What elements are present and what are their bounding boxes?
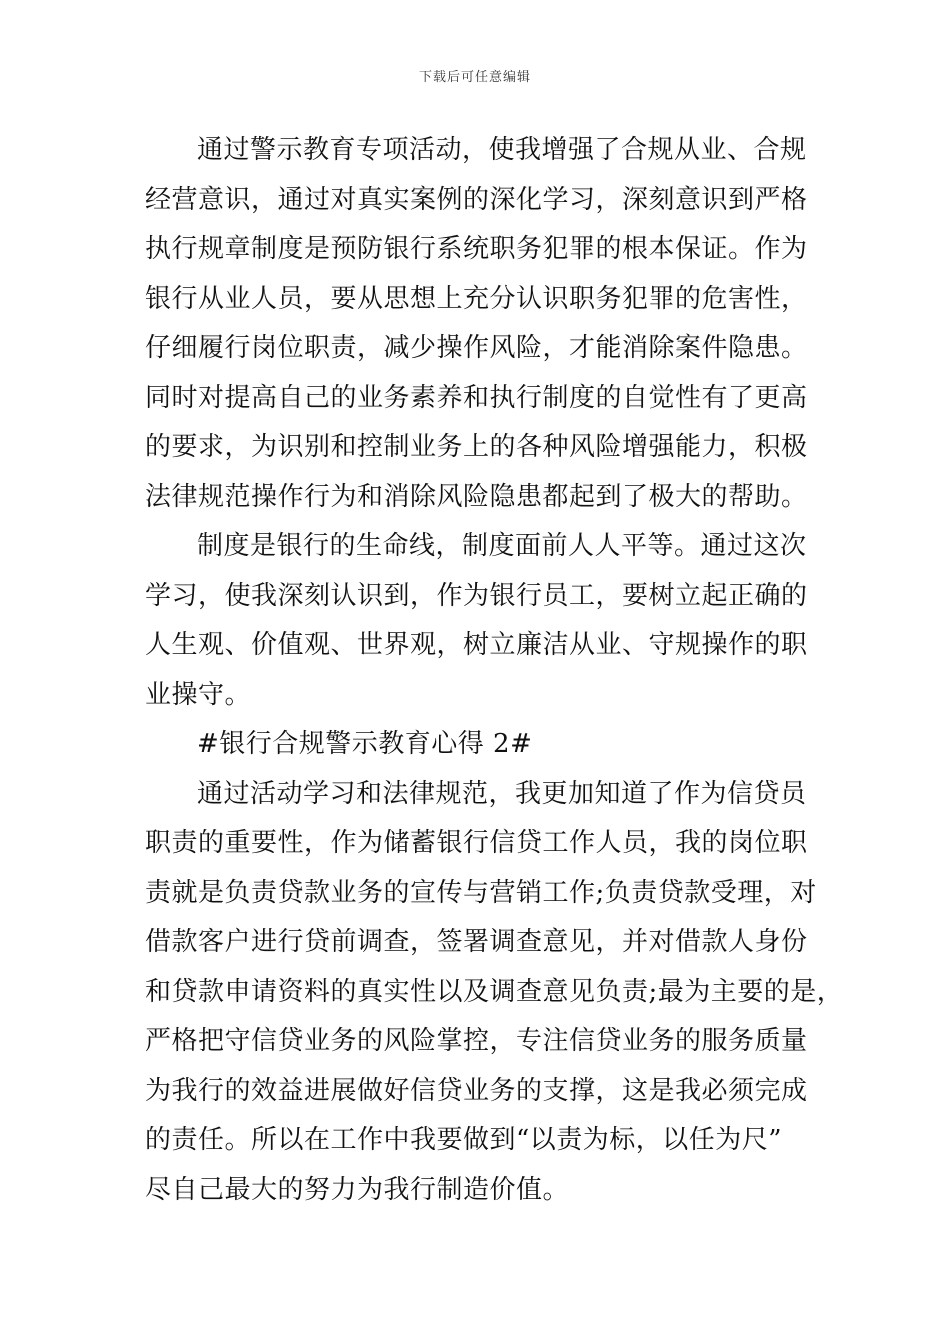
text-line: 同时对提高自己的业务素养和执行制度的自觉性有了更高 — [145, 382, 808, 413]
text-line: 法律规范操作行为和消除风险隐患都起到了极大的帮助。 — [145, 481, 808, 512]
text-line: 业操守。 — [145, 679, 252, 710]
text-line: 执行规章制度是预防银行系统职务犯罪的根本保证。作为 — [145, 234, 808, 264]
text-line: 的责任。所以在工作中我要做到“以责为标，以任为尺” — [145, 1125, 783, 1155]
page-header-note: 下载后可任意编辑 — [418, 70, 531, 85]
text-line: 借款客户进行贷前调查，签署调查意见，并对借款人身份 — [145, 927, 808, 957]
text-line: 仔细履行岗位职责，减少操作风险，才能消除案件隐患。 — [145, 333, 808, 363]
text-line: 制度是银行的生命线，制度面前人人平等。通过这次 — [197, 531, 807, 561]
text-line: 通过活动学习和法律规范，我更加知道了作为信贷员 — [197, 778, 807, 809]
text-line: 经营意识，通过对真实案例的深化学习，深刻意识到严格 — [145, 184, 808, 215]
text-line: #银行合规警示教育心得 2# — [197, 729, 533, 759]
text-line: 银行从业人员，要从思想上充分认识职务犯罪的危害性， — [145, 283, 808, 314]
document-body — [145, 126, 844, 1215]
text-line: 的要求，为识别和控制业务上的各种风险增强能力，积极 — [145, 432, 808, 462]
text-line: 严格把守信贷业务的风险掌控，专注信贷业务的服务质量 — [145, 1026, 808, 1056]
text-line: 和贷款申请资料的真实性以及调查意见负责;最为主要的是， — [145, 976, 844, 1007]
text-line: 为我行的效益进展做好信贷业务的支撑，这是我必须完成 — [145, 1075, 808, 1106]
text-line: 尽自己最大的努力为我行制造价值。 — [145, 1174, 570, 1205]
text-line: 学习，使我深刻认识到，作为银行员工，要树立起正确的 — [145, 580, 808, 611]
text-line: 人生观、价值观、世界观，树立廉洁从业、守规操作的职 — [145, 630, 808, 660]
text-line: 责就是负责贷款业务的宣传与营销工作;负责贷款受理，对 — [145, 877, 817, 908]
text-line: 通过警示教育专项活动，使我增强了合规从业、合规 — [197, 135, 807, 165]
text-line: 职责的重要性，作为储蓄银行信贷工作人员，我的岗位职 — [145, 828, 808, 858]
